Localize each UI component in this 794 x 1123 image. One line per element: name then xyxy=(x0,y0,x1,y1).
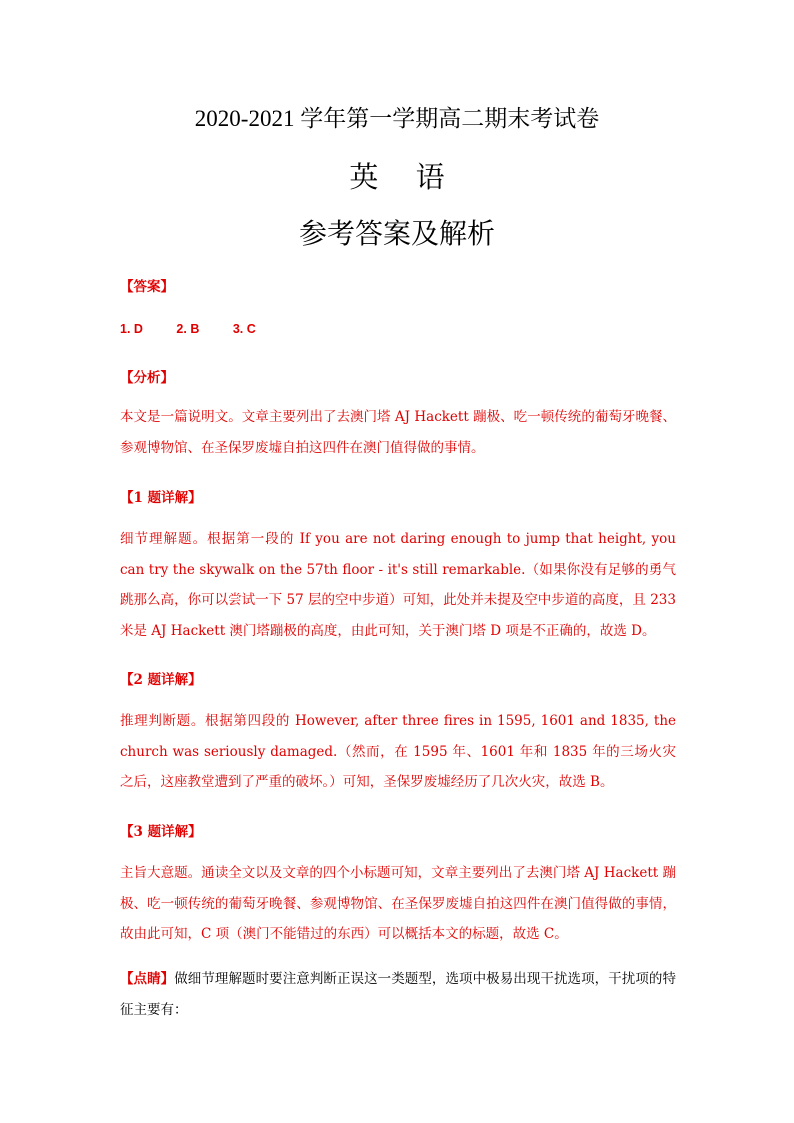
q3-label: 【3 题详解】 xyxy=(120,824,202,840)
q2-label: 【2 题详解】 xyxy=(120,672,202,688)
exam-title: 2020-2021 学年第一学期高二期末考试卷 xyxy=(194,106,600,131)
tip-paragraph xyxy=(120,964,676,1025)
tip-label: 【点睛】 xyxy=(120,971,175,987)
q1-label: 【1 题详解】 xyxy=(120,490,202,506)
tip-text: 做细节理解题时要注意判断正误这一类题型，选项中极易出现干扰选项，干扰项的特征主要有： xyxy=(120,971,676,1018)
q3-explanation: 主旨大意题。通读全文以及文章的四个小标题可知，文章主要列出了去澳门塔 AJ Hackett 蹦极、吃一顿传统的葡萄牙晚餐、参观博物馆、在圣保罗废墟自拍这四件在澳门值得做的事情，故由此可知，C 项（澳门不能错过的东西）可以概括本文的标题，故选 C。 xyxy=(120,865,676,942)
subject-title: 英 语 xyxy=(349,160,459,194)
answer-1: 1. D xyxy=(120,322,143,336)
analysis-label: 【分析】 xyxy=(120,370,174,386)
answer-list xyxy=(120,322,286,336)
analysis-text: 本文是一篇说明文。文章主要列出了去澳门塔 AJ Hackett 蹦极、吃一顿传统的葡萄牙晚餐、参观博物馆、在圣保罗废墟自拍这四件在澳门值得做的事情。 xyxy=(120,409,676,456)
answer-key-title: 参考答案及解析 xyxy=(298,217,495,250)
answer-2: 2. B xyxy=(176,322,200,336)
answer-label: 【答案】 xyxy=(120,279,174,295)
answer-3: 3. C xyxy=(232,322,256,336)
q1-explanation: 细节理解题。根据第一段的 If you are not daring enough to jump that height, you can try the skywalk on the 57th floor - it's still remarkable.（如果你没有足够的勇气跳那么高，你可以尝试一下 57 层的空中步道）可知，此处并未提及空中步道的高度，且 233 米是 AJ Hackett 澳门塔蹦极的高度，由此可知，关于澳门塔 D 项是不正确的，故选 D。 xyxy=(120,531,676,639)
q2-explanation: 推理判断题。根据第四段的 However, after three fires in 1595, 1601 and 1835, the church was seriously damaged.（然而，在 1595 年、1601 年和 1835 年的三场火灾之后，这座教堂遭到了严重的破坏。）可知，圣保罗废墟经历了几次火灾，故选 B。 xyxy=(120,713,676,790)
